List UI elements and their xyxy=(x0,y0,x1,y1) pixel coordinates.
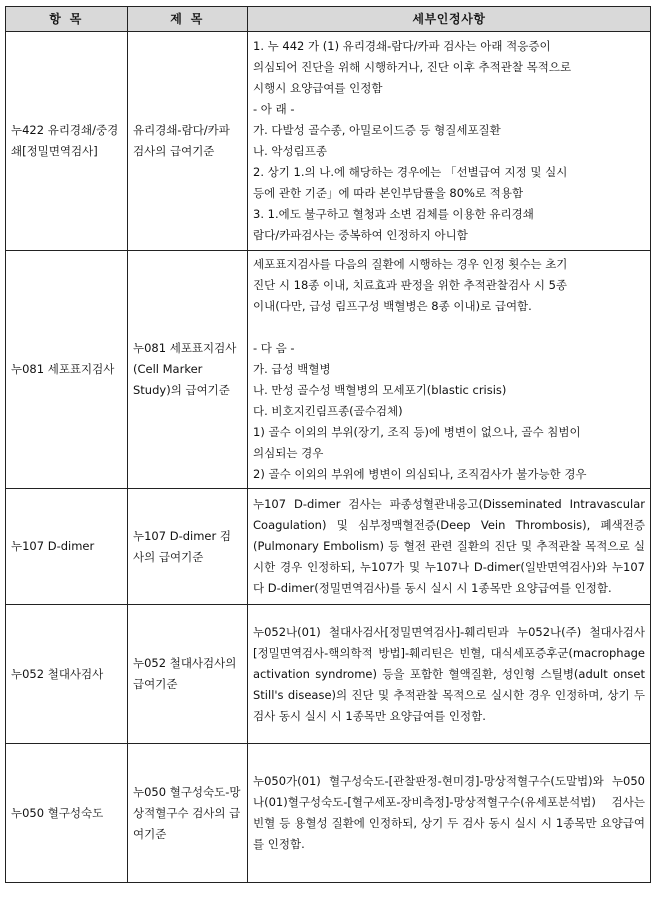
item-cell: 누422 유리경쇄/중경쇄[정밀면역검사] xyxy=(6,32,128,251)
table-row xyxy=(6,744,651,883)
item-cell: 누107 D-dimer xyxy=(6,489,128,605)
detail-line: 가. 다발성 골수종, 아밀로이드증 등 형질세포질환 xyxy=(253,123,501,137)
detail-line: 가. 급성 백혈병 xyxy=(253,362,331,376)
detail-line: 세포표지검사를 다음의 질환에 시행하는 경우 인정 횟수는 초기 xyxy=(253,257,568,271)
detail-line: 진단 시 18종 이내, 치료효과 판정을 위한 추적관찰검사 시 5종 xyxy=(253,278,568,292)
detail-cell xyxy=(248,744,651,883)
header-row xyxy=(6,7,651,32)
title-cell: 누081 세포표지검사(Cell Marker Study)의 급여기준 xyxy=(128,251,248,489)
item-cell: 누050 혈구성숙도 xyxy=(6,744,128,883)
detail-line: 1) 골수 이외의 부위(장기, 조직 등)에 병변이 없으나, 골수 침범이 xyxy=(253,425,581,439)
detail-line: 시행시 요양급여를 인정함 xyxy=(253,81,383,95)
detail-line: 2. 상기 1.의 나.에 해당하는 경우에는 「선별급여 지정 및 실시 xyxy=(253,165,568,179)
detail-line: 나. 악성림프종 xyxy=(253,144,327,158)
title-cell: 누107 D-dimer 검사의 급여기준 xyxy=(128,489,248,605)
detail-line: 등에 관한 기준」에 따라 본인부담률을 80%로 적용함 xyxy=(253,186,524,200)
detail-line: 이내(다만, 급성 림프구성 백혈병은 8종 이내)로 급여함. xyxy=(253,299,532,313)
detail-cell xyxy=(248,489,651,605)
detail-paragraph: 누052나(01) 철대사검사[정밀면역검사]-훼리틴과 누052나(주) 철대사검사[정밀면역검사-핵의학적 방법]-훼리틴은 빈혈, 대식세포증후군(macrophage activation syndrome) 등을 포함한 혈액질환, 성인형 스틸병(adult onset Still's disease)의 진단 및 추적관찰 목적으로 실시한 경우 인정하며, 상기 두 검사 동시 실시 시 1종목만 요양급여를 인정함. xyxy=(253,624,645,723)
detail-line: 3. 1.에도 불구하고 혈청과 소변 검체를 이용한 유리경쇄 xyxy=(253,207,534,221)
detail-cell xyxy=(248,605,651,744)
item-cell: 누052 철대사검사 xyxy=(6,605,128,744)
detail-line xyxy=(253,317,645,338)
table-row xyxy=(6,605,651,744)
detail-line: - 다 음 - xyxy=(253,341,295,355)
detail-line: 의심되어 진단을 위해 시행하거나, 진단 이후 추적관찰 목적으로 xyxy=(253,60,572,74)
detail-line: 람다/카파검사는 중복하여 인정하지 아니함 xyxy=(253,228,468,242)
detail-line: 나. 만성 골수성 백혈병의 모세포기(blastic crisis) xyxy=(253,383,507,397)
detail-paragraph: 누050가(01) 혈구성숙도-[관찰판정-현미경]-망상적혈구수(도말법)와 누050나(01)혈구성숙도-[혈구세포-장비측정]-망상적혈구수(유세포분석법) 검사는 빈혈 등 용혈성 질환에 인정하되, 상기 두 검사 동시 실시 시 1종목만 요양급여를 인정함. xyxy=(253,774,645,851)
criteria-table xyxy=(5,6,651,883)
header-title: 제 목 xyxy=(128,7,248,32)
title-cell: 누050 혈구성숙도-망상적혈구수 검사의 급여기준 xyxy=(128,744,248,883)
detail-line: - 아 래 - xyxy=(253,102,295,116)
table-row xyxy=(6,489,651,605)
table-row xyxy=(6,32,651,251)
table-row xyxy=(6,251,651,489)
header-item: 항 목 xyxy=(6,7,128,32)
detail-line: 다. 비호지킨림프종(골수검체) xyxy=(253,404,403,418)
detail-line: 의심되는 경우 xyxy=(253,446,324,460)
detail-cell xyxy=(248,251,651,489)
title-cell: 누052 철대사검사의 급여기준 xyxy=(128,605,248,744)
detail-cell xyxy=(248,32,651,251)
detail-line: 1. 누 442 가 (1) 유리경쇄-람다/카파 검사는 아래 적응증이 xyxy=(253,39,551,53)
detail-paragraph: 누107 D-dimer 검사는 파종성혈관내응고(Disseminated Intravascular Coagulation) 및 심부정맥혈전증(Deep Vein Thrombosis), 폐색전증(Pulmonary Embolism) 등 혈전 관련 질환의 진단 및 추적관찰 목적으로 실시한 경우 인정하되, 누107가 및 누107나 D-dimer(일반면역검사)와 누107다 D-dimer(정밀면역검사)를 동시 실시 시 1종목만 요양급여를 인정함. xyxy=(253,497,645,595)
item-cell: 누081 세포표지검사 xyxy=(6,251,128,489)
title-cell: 유리경쇄-람다/카파 검사의 급여기준 xyxy=(128,32,248,251)
detail-line: 2) 골수 이외의 부위에 병변이 의심되나, 조직검사가 불가능한 경우 xyxy=(253,467,587,481)
header-detail: 세부인정사항 xyxy=(248,7,651,32)
